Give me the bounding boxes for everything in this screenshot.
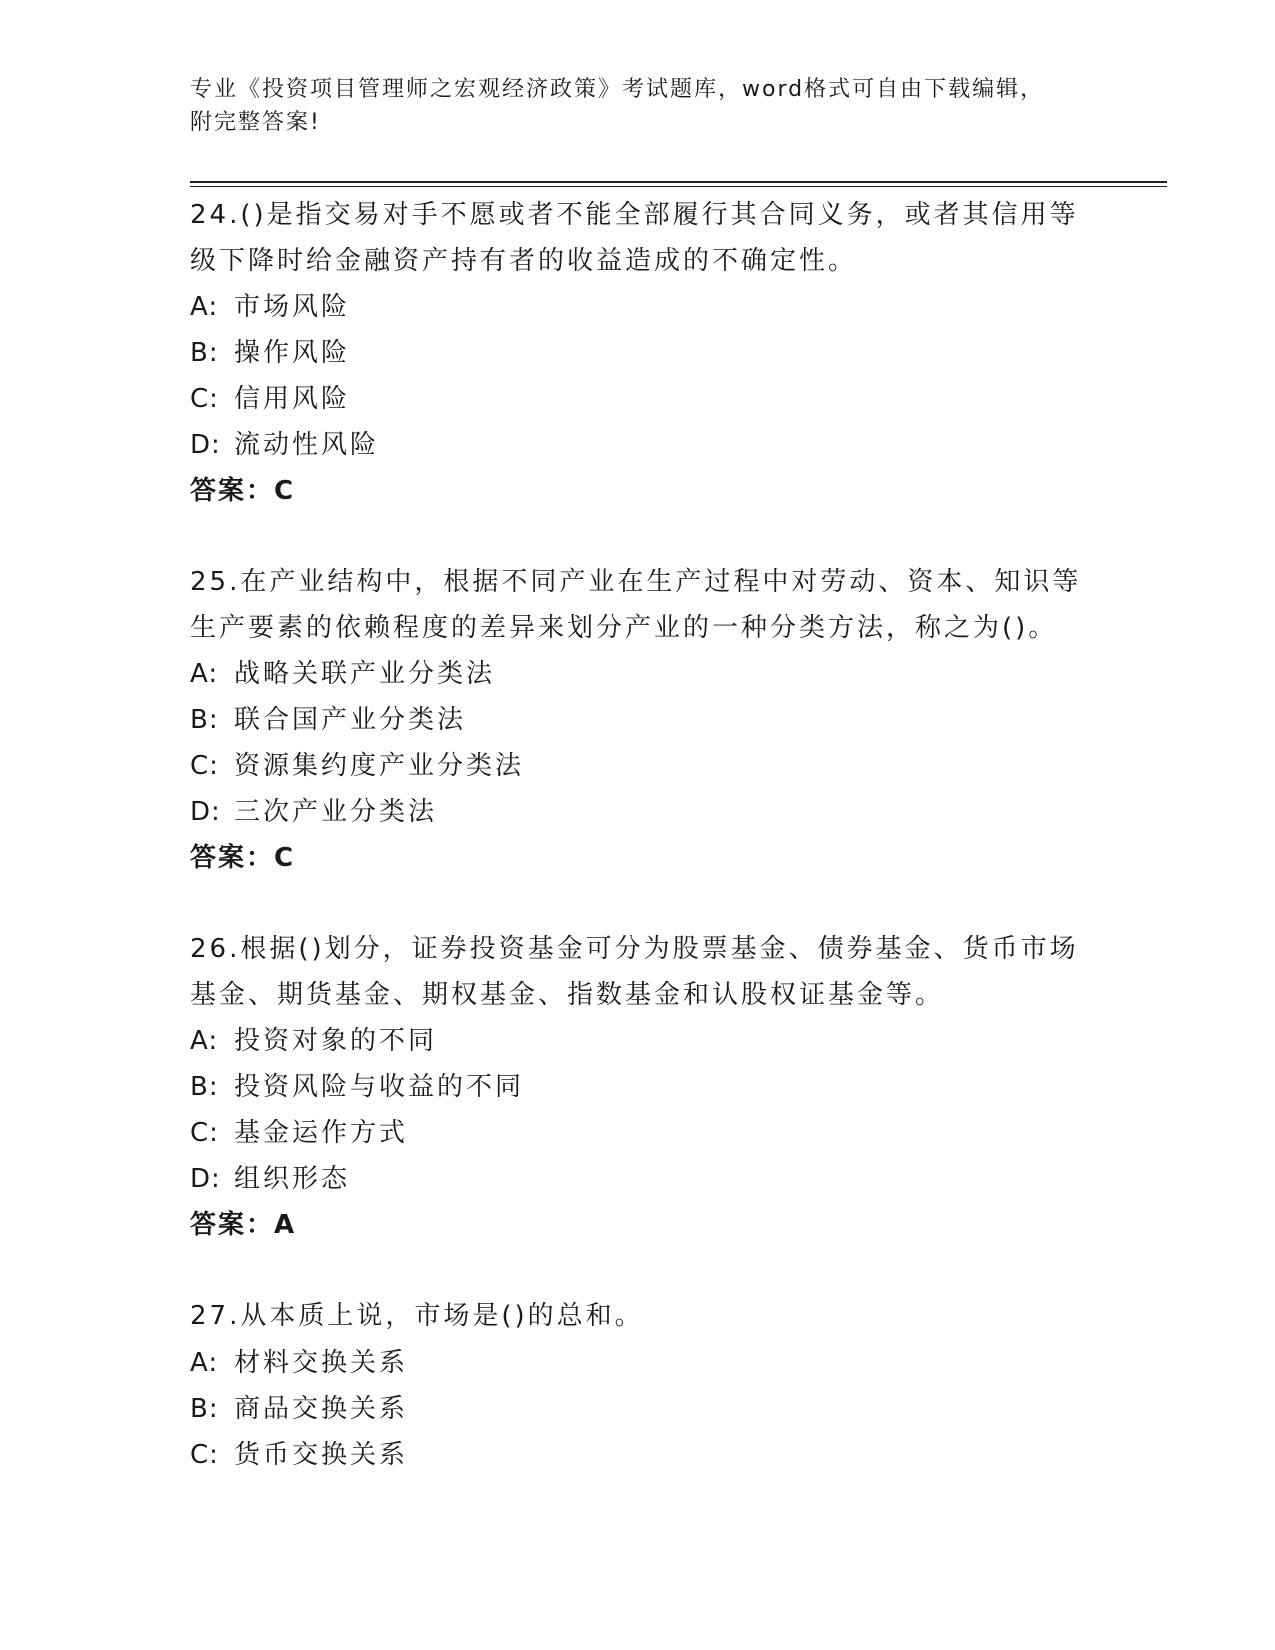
option-label: A: <box>190 659 219 689</box>
option-b <box>190 330 1090 376</box>
option-d <box>190 422 1090 468</box>
option-label: A: <box>190 1347 219 1378</box>
question-25 <box>190 560 1090 881</box>
header-divider-thin <box>190 186 1167 187</box>
question-text: 27.从本质上说，市场是()的总和。 <box>190 1301 644 1331</box>
option-list <box>190 1340 1090 1478</box>
option-a <box>190 284 1090 330</box>
question-text: 26.根据()划分，证券投资基金可分为股票基金、债券基金、货币市场基金、期货基金、期权基金、指数基金和认股权证基金等。 <box>190 934 1079 1010</box>
option-b <box>190 1064 1090 1110</box>
question-text: 25.在产业结构中，根据不同产业在生产过程中对劳动、资本、知识等生产要素的依赖程度的差异来划分产业的一种分类方法，称之为()。 <box>190 567 1082 643</box>
option-list <box>190 651 1090 835</box>
option-label: D: <box>190 430 221 460</box>
option-text: 材料交换关系 <box>234 1347 409 1378</box>
option-list <box>190 284 1090 468</box>
option-text: 组织形态 <box>234 1164 351 1194</box>
option-c <box>190 1110 1090 1156</box>
question-list <box>190 193 1090 1524</box>
option-text: 信用风险 <box>234 384 351 414</box>
option-label: C: <box>190 384 219 414</box>
option-text: 流动性风险 <box>234 430 380 460</box>
question-26 <box>190 927 1090 1248</box>
option-label: C: <box>190 1118 219 1148</box>
option-b <box>190 1386 1090 1432</box>
option-c <box>190 743 1090 789</box>
option-text: 战略关联产业分类法 <box>234 659 496 689</box>
option-a <box>190 1340 1090 1386</box>
option-a <box>190 651 1090 697</box>
option-list <box>190 1018 1090 1202</box>
option-label: B: <box>190 1393 219 1424</box>
answer-text: 答案：C <box>190 843 296 873</box>
document-header <box>190 73 1090 139</box>
option-b <box>190 697 1090 743</box>
option-d <box>190 1156 1090 1202</box>
question-24 <box>190 193 1090 514</box>
option-text: 基金运作方式 <box>234 1118 409 1148</box>
answer-text: 答案：C <box>190 476 296 506</box>
option-text: 操作风险 <box>234 338 351 368</box>
option-label: C: <box>190 1439 219 1470</box>
header-divider-thick <box>190 181 1167 183</box>
option-a <box>190 1018 1090 1064</box>
option-d <box>190 789 1090 835</box>
header-line-2: 附完整答案! <box>190 110 321 135</box>
option-label: B: <box>190 338 219 368</box>
question-text: 24.()是指交易对手不愿或者不能全部履行其合同义务，或者其信用等级下降时给金融资产持有者的收益造成的不确定性。 <box>190 200 1079 276</box>
option-label: D: <box>190 1164 221 1194</box>
option-label: A: <box>190 292 219 322</box>
option-label: C: <box>190 751 219 781</box>
option-c <box>190 1432 1090 1478</box>
option-text: 商品交换关系 <box>234 1393 409 1424</box>
option-label: A: <box>190 1026 219 1056</box>
option-text: 资源集约度产业分类法 <box>234 751 525 781</box>
option-c <box>190 376 1090 422</box>
option-label: B: <box>190 1072 219 1102</box>
option-text: 货币交换关系 <box>234 1439 409 1470</box>
option-text: 三次产业分类法 <box>234 797 438 827</box>
option-text: 市场风险 <box>234 292 351 322</box>
option-text: 联合国产业分类法 <box>234 705 467 735</box>
option-text: 投资风险与收益的不同 <box>234 1072 525 1102</box>
header-line-1: 专业《投资项目管理师之宏观经济政策》考试题库，word格式可自由下载编辑， <box>190 77 1045 102</box>
question-27 <box>190 1294 1090 1478</box>
answer-text: 答案：A <box>190 1210 297 1240</box>
option-label: D: <box>190 797 221 827</box>
option-text: 投资对象的不同 <box>234 1026 438 1056</box>
option-label: B: <box>190 705 219 735</box>
